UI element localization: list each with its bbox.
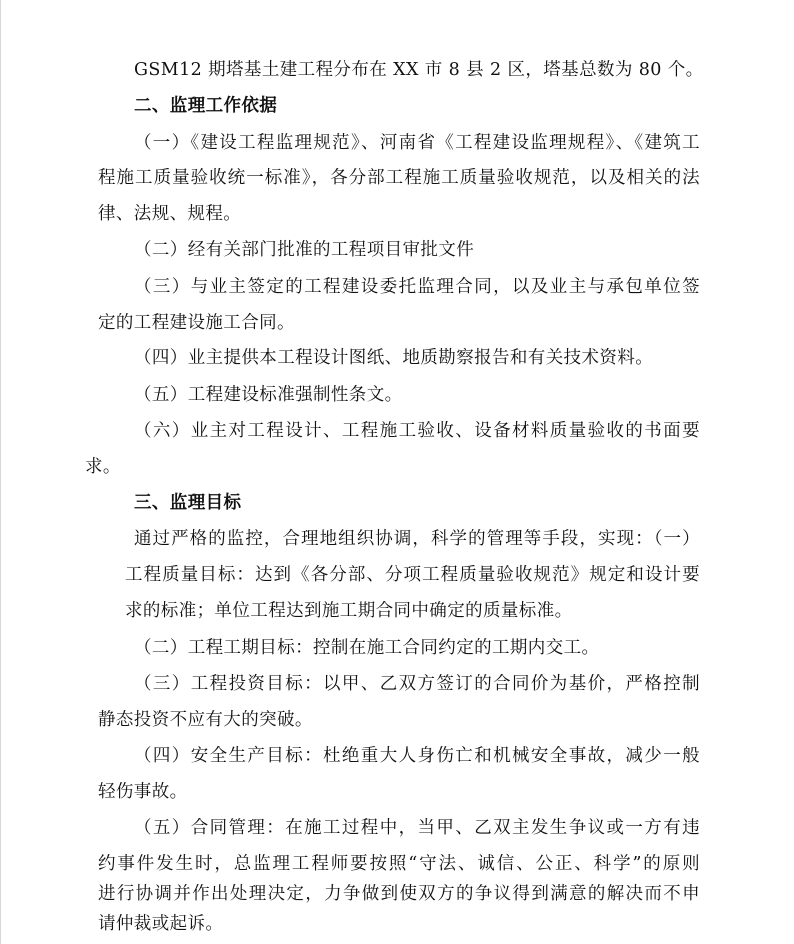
text-line: 约事件发生时，总监理工程师要按照“守法、诚信、公正、科学”的原则 <box>98 854 700 874</box>
text-line: （四）业主提供本工程设计图纸、地质勘察报告和有关技术资料。 <box>134 348 654 368</box>
text-line: 静态投资不应有大的突破。 <box>98 710 313 730</box>
text-line: （五）合同管理：在施工过程中，当甲、乙双主发生争议或一方有违 <box>134 818 700 838</box>
text-line: 轻伤事故。 <box>98 782 188 802</box>
text-line: 工程质量目标：达到《各分部、分项工程质量验收规范》规定和设计要 <box>125 565 700 585</box>
text-line: （一）《建设工程监理规范》、河南省《工程建设监理规程》、《建筑工 <box>134 133 700 153</box>
text-line: 进行协调并作出处理决定，力争做到使双方的争议得到满意的解决而不申 <box>98 884 700 904</box>
text-line: 律、法规、规程。 <box>98 204 242 224</box>
text-line: 求。 <box>85 457 121 477</box>
text-line: （五）工程建设标准强制性条文。 <box>134 385 403 405</box>
text-line: （三）与业主签定的工程建设委托监理合同，以及业主与承包单位签 <box>134 277 700 297</box>
section-heading: 三、监理目标 <box>134 493 242 513</box>
text-line: GSM12 期塔基土建工程分布在 XX 市 8 县 2 区，塔基总数为 80 个。 <box>134 60 704 80</box>
text-line: 求的标准；单位工程达到施工期合同中确定的质量标准。 <box>125 601 573 621</box>
text-line: （六）业主对工程设计、工程施工验收、设备材料质量验收的书面要 <box>134 421 700 441</box>
section-heading: 二、监理工作依据 <box>134 96 278 116</box>
text-line: （三）工程投资目标：以甲、乙双方签订的合同价为基价，严格控制 <box>134 674 700 694</box>
text-line: （四）安全生产目标：杜绝重大人身伤亡和机械安全事故，减少一般 <box>134 746 700 766</box>
text-line: 请仲裁或起诉。 <box>98 914 224 934</box>
text-line: 定的工程建设施工合同。 <box>98 313 295 333</box>
text-line: （二）经有关部门批准的工程项目审批文件 <box>134 240 475 260</box>
text-line: 通过严格的监控，合理地组织协调，科学的管理等手段，实现：（一） <box>134 529 700 549</box>
text-line: （二）工程工期目标：控制在施工合同约定的工期内交工。 <box>134 638 600 658</box>
text-line: 程施工质量验收统一标准》，各分部工程施工质量验收规范，以及相关的法 <box>98 168 700 188</box>
